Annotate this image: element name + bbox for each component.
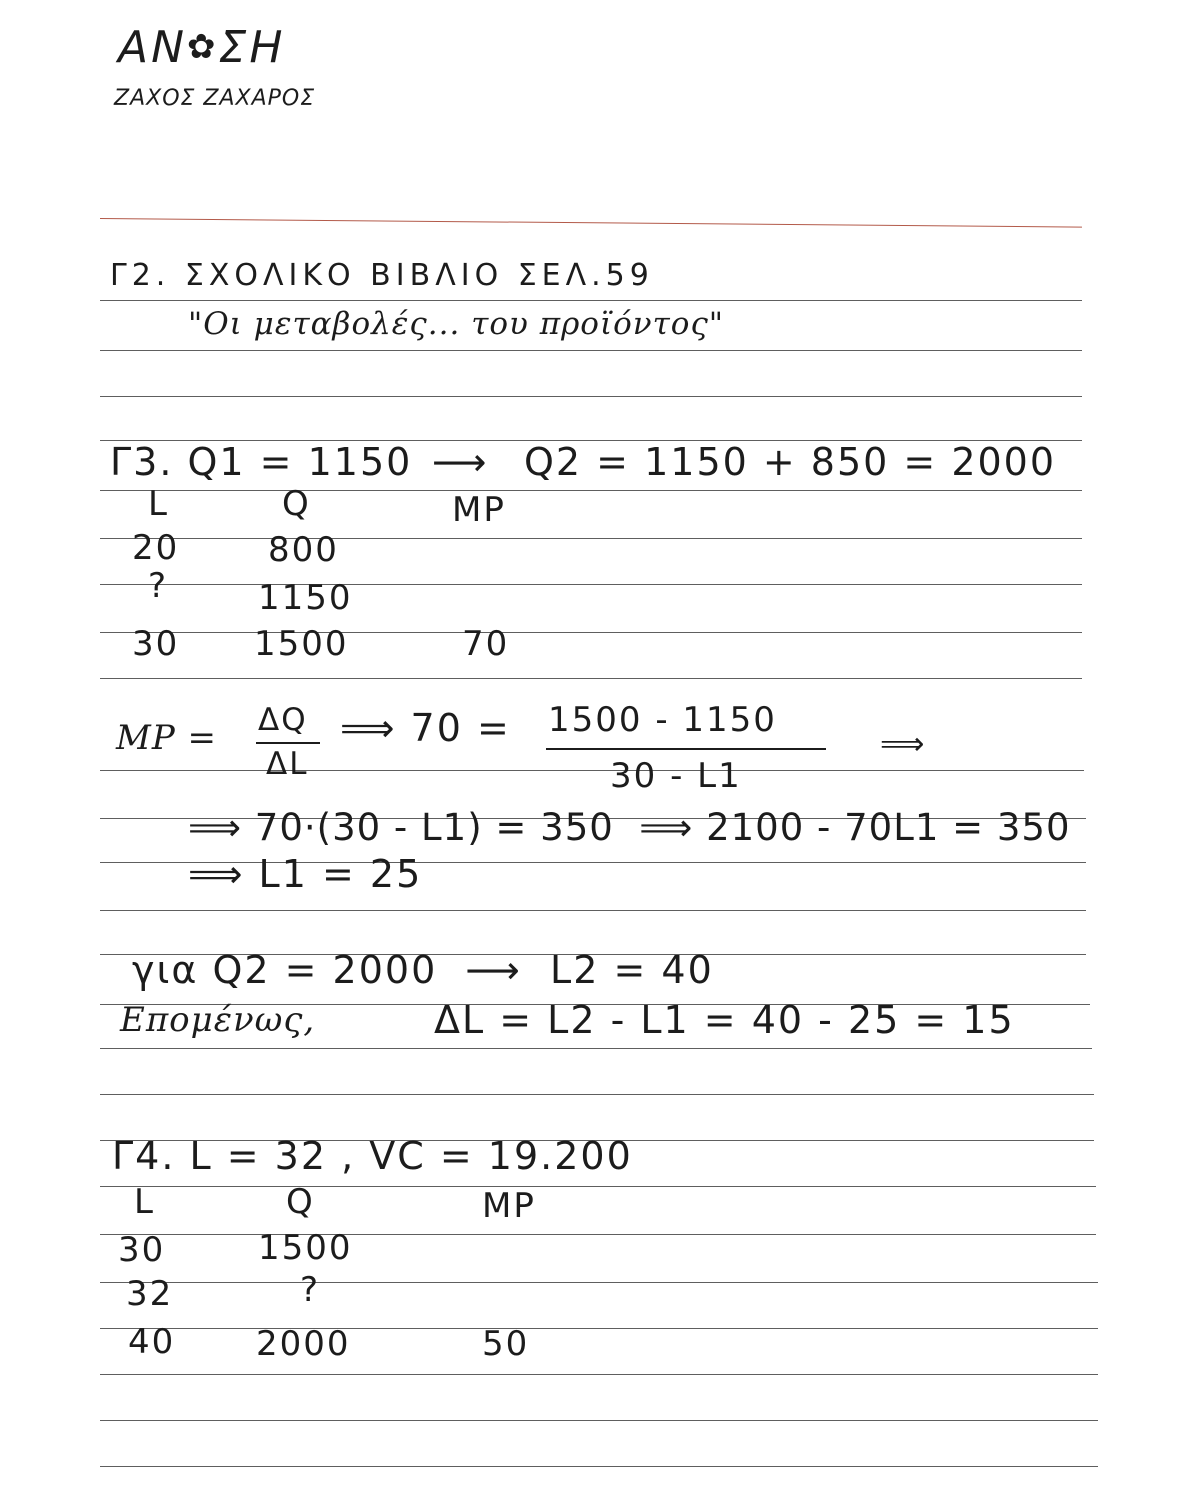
ruled-line [100,218,1082,228]
g3-row1-q: 800 [268,530,339,570]
g4-header-q: Q [286,1182,315,1222]
g3-implies-end: ⟹ [880,726,927,762]
g3-header-q: Q [282,484,311,524]
g3-header-l: L [148,484,169,524]
g3-row2-l: ? [148,566,169,606]
ruled-line [100,1466,1098,1467]
g3-frac-denominator: 30 - L1 [610,756,742,796]
g3-row3-l: 30 [132,624,180,664]
ruled-line [100,632,1082,633]
g3-therefore: Επομένως, [120,1000,316,1040]
ruled-line [100,300,1082,301]
g2-reference: Γ2. ΣΧΟΛΙΚΟ ΒΙΒΛΙΟ ΣΕΛ.59 [110,258,654,293]
g3-step3: ⟹ L1 = 25 [188,852,423,896]
g3-implies-70: ⟹ 70 = [340,706,511,750]
g4-row1-q: 1500 [258,1228,353,1268]
ruled-line [100,538,1082,539]
g2-quote: "Οι μεταβολές... του προϊόντος" [188,306,725,342]
g4-row3-q: 2000 [256,1324,351,1364]
g3-given-q1: Γ3. Q1 = 1150 [110,440,413,484]
g4-header-mp: MP [482,1186,536,1226]
brand-logo-left: ΑΝ [118,22,188,73]
g4-header-l: L [134,1182,155,1222]
g3-main-fraction-bar [546,748,826,750]
g4-row1-l: 30 [118,1230,166,1270]
ruled-line [100,1186,1096,1187]
g3-row3-mp: 70 [462,624,510,664]
brand-subtitle: ΖΑΧΟΣ ΖΑΧΑΡΟΣ [114,86,316,111]
ruled-line [100,1374,1098,1375]
ruled-line [100,350,1082,351]
g3-header-mp: MP [452,490,506,530]
ruled-line [100,1282,1098,1283]
ruled-line [100,1328,1098,1329]
g4-row2-q: ? [300,1270,321,1310]
ruled-line [100,1048,1092,1049]
brand-logo-right: ΣΗ [218,22,286,73]
g3-row3-q: 1500 [254,624,349,664]
g3-for-q2: για Q2 = 2000 ⟶ L2 = 40 [132,948,714,992]
ruled-line [100,1094,1094,1095]
g3-arrow: ⟶ [432,440,489,484]
flower-icon: ✿ [187,27,219,67]
g3-dq: ΔQ [258,702,308,738]
ruled-line [100,1234,1096,1235]
ruled-line [100,1420,1098,1421]
ruled-line [100,770,1084,771]
g4-row3-mp: 50 [482,1324,530,1364]
g3-given-q2: Q2 = 1150 + 850 = 2000 [524,440,1057,484]
ruled-line [100,910,1086,911]
ruled-line [100,396,1082,397]
g3-row1-l: 20 [132,528,180,568]
g3-mp-label: MP = [116,718,217,758]
g3-delta-l: ΔL = L2 - L1 = 40 - 25 = 15 [434,998,1015,1042]
g3-frac-numerator: 1500 - 1150 [548,700,777,740]
g3-dl: ΔL [266,746,309,782]
g4-row3-l: 40 [128,1322,176,1362]
ruled-line [100,490,1082,491]
g3-step2: ⟹ 70·(30 - L1) = 350 ⟹ 2100 - 70L1 = 350 [188,806,1071,849]
ruled-line [100,584,1082,585]
g4-given: Γ4. L = 32 , VC = 19.200 [112,1134,633,1178]
g4-row2-l: 32 [126,1274,174,1314]
brand-logo [118,22,285,73]
ruled-line [100,678,1082,679]
g3-dq-dl-fraction-bar [256,742,320,744]
g3-row2-q: 1150 [258,578,353,618]
